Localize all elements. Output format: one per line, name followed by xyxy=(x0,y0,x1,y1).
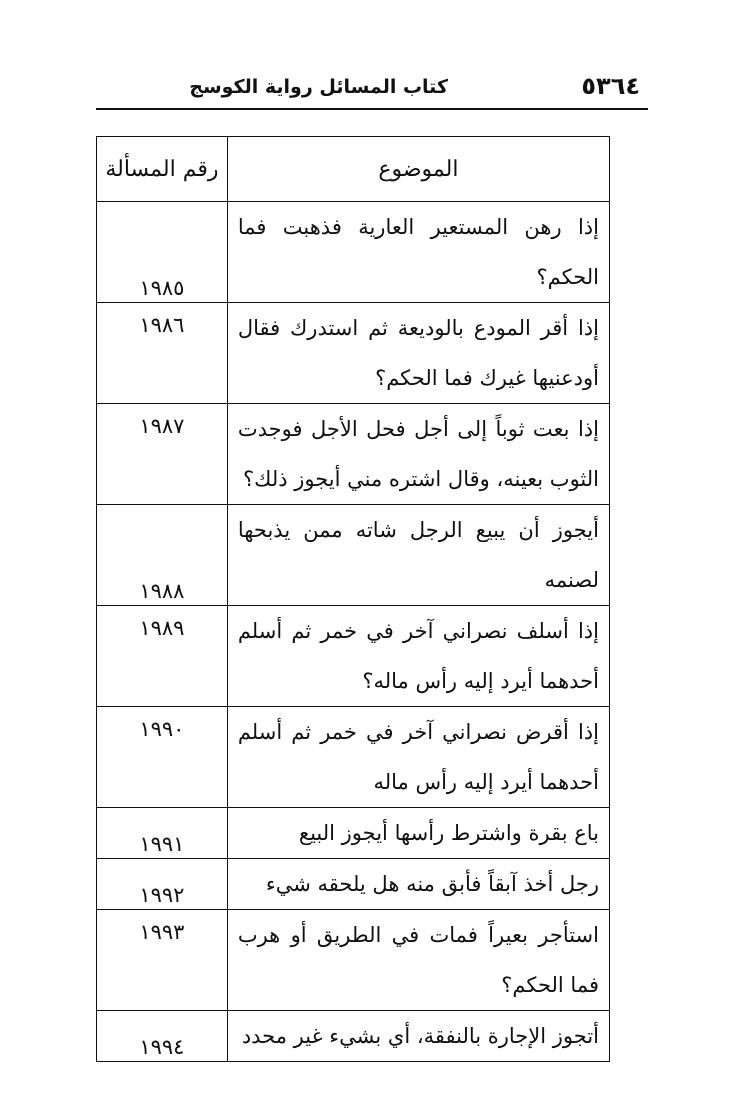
topic-cell: إذا أسلف نصراني آخر في خمر ثم أسلم أحدهما أيرد إليه رأس ماله؟ xyxy=(237,619,599,693)
column-header-topic: الموضوع xyxy=(227,137,609,202)
table-header-row xyxy=(97,137,610,202)
topic-cell: أيجوز أن يبيع الرجل شاته ممن يذبحها لصنمه xyxy=(237,518,599,592)
table-row xyxy=(97,202,610,303)
running-title: كتاب المسائل رواية الكوسج xyxy=(189,76,448,98)
topic-cell: أتجوز الإجارة بالنفقة، أي بشيء غير محدد xyxy=(241,1024,599,1048)
issue-number-cell: ١٩٨٧ xyxy=(139,414,185,438)
topic-cell: باع بقرة واشترط رأسها أيجوز البيع xyxy=(298,821,599,845)
page-header xyxy=(96,68,648,110)
table-row xyxy=(97,910,610,1011)
table-row xyxy=(97,1011,610,1062)
table-row xyxy=(97,505,610,606)
topic-cell: رجل أخذ آبقاً فأبق منه هل يلحقه شيء xyxy=(265,872,599,896)
issue-number-cell: ١٩٩٢ xyxy=(139,883,185,907)
issue-number-cell: ١٩٩٣ xyxy=(139,920,185,944)
table-row xyxy=(97,808,610,859)
topic-cell: إذا أقرض نصراني آخر في خمر ثم أسلم أحدهما أيرد إليه رأس ماله xyxy=(237,720,599,794)
topic-cell: استأجر بعيراً فمات في الطريق أو هرب فما الحكم؟ xyxy=(237,923,599,997)
issue-number-cell: ١٩٩٤ xyxy=(139,1035,185,1059)
table-row xyxy=(97,707,610,808)
issue-number-cell: ١٩٨٦ xyxy=(139,313,185,337)
column-header-issue-number: رقم المسألة xyxy=(97,137,228,202)
issue-number-cell: ١٩٩٠ xyxy=(139,717,185,741)
table-row xyxy=(97,303,610,404)
table-row xyxy=(97,606,610,707)
topic-cell: إذا رهن المستعير العارية فذهبت فما الحكم؟ xyxy=(237,215,599,289)
topic-cell: إذا بعت ثوباً إلى أجل فحل الأجل فوجدت الثوب بعينه، وقال اشتره مني أيجوز ذلك؟ xyxy=(237,417,599,491)
topic-cell: إذا أقر المودع بالوديعة ثم استدرك فقال أودعنيها غيرك فما الحكم؟ xyxy=(237,316,599,390)
page-number: ٥٣٦٤ xyxy=(581,72,640,100)
issue-number-cell: ١٩٨٩ xyxy=(139,616,185,640)
issues-table xyxy=(96,136,610,1062)
issue-number-cell: ١٩٨٥ xyxy=(139,276,185,300)
issue-number-cell: ١٩٩١ xyxy=(139,832,185,856)
table-row xyxy=(97,859,610,910)
issue-number-cell: ١٩٨٨ xyxy=(139,579,185,603)
table-row xyxy=(97,404,610,505)
